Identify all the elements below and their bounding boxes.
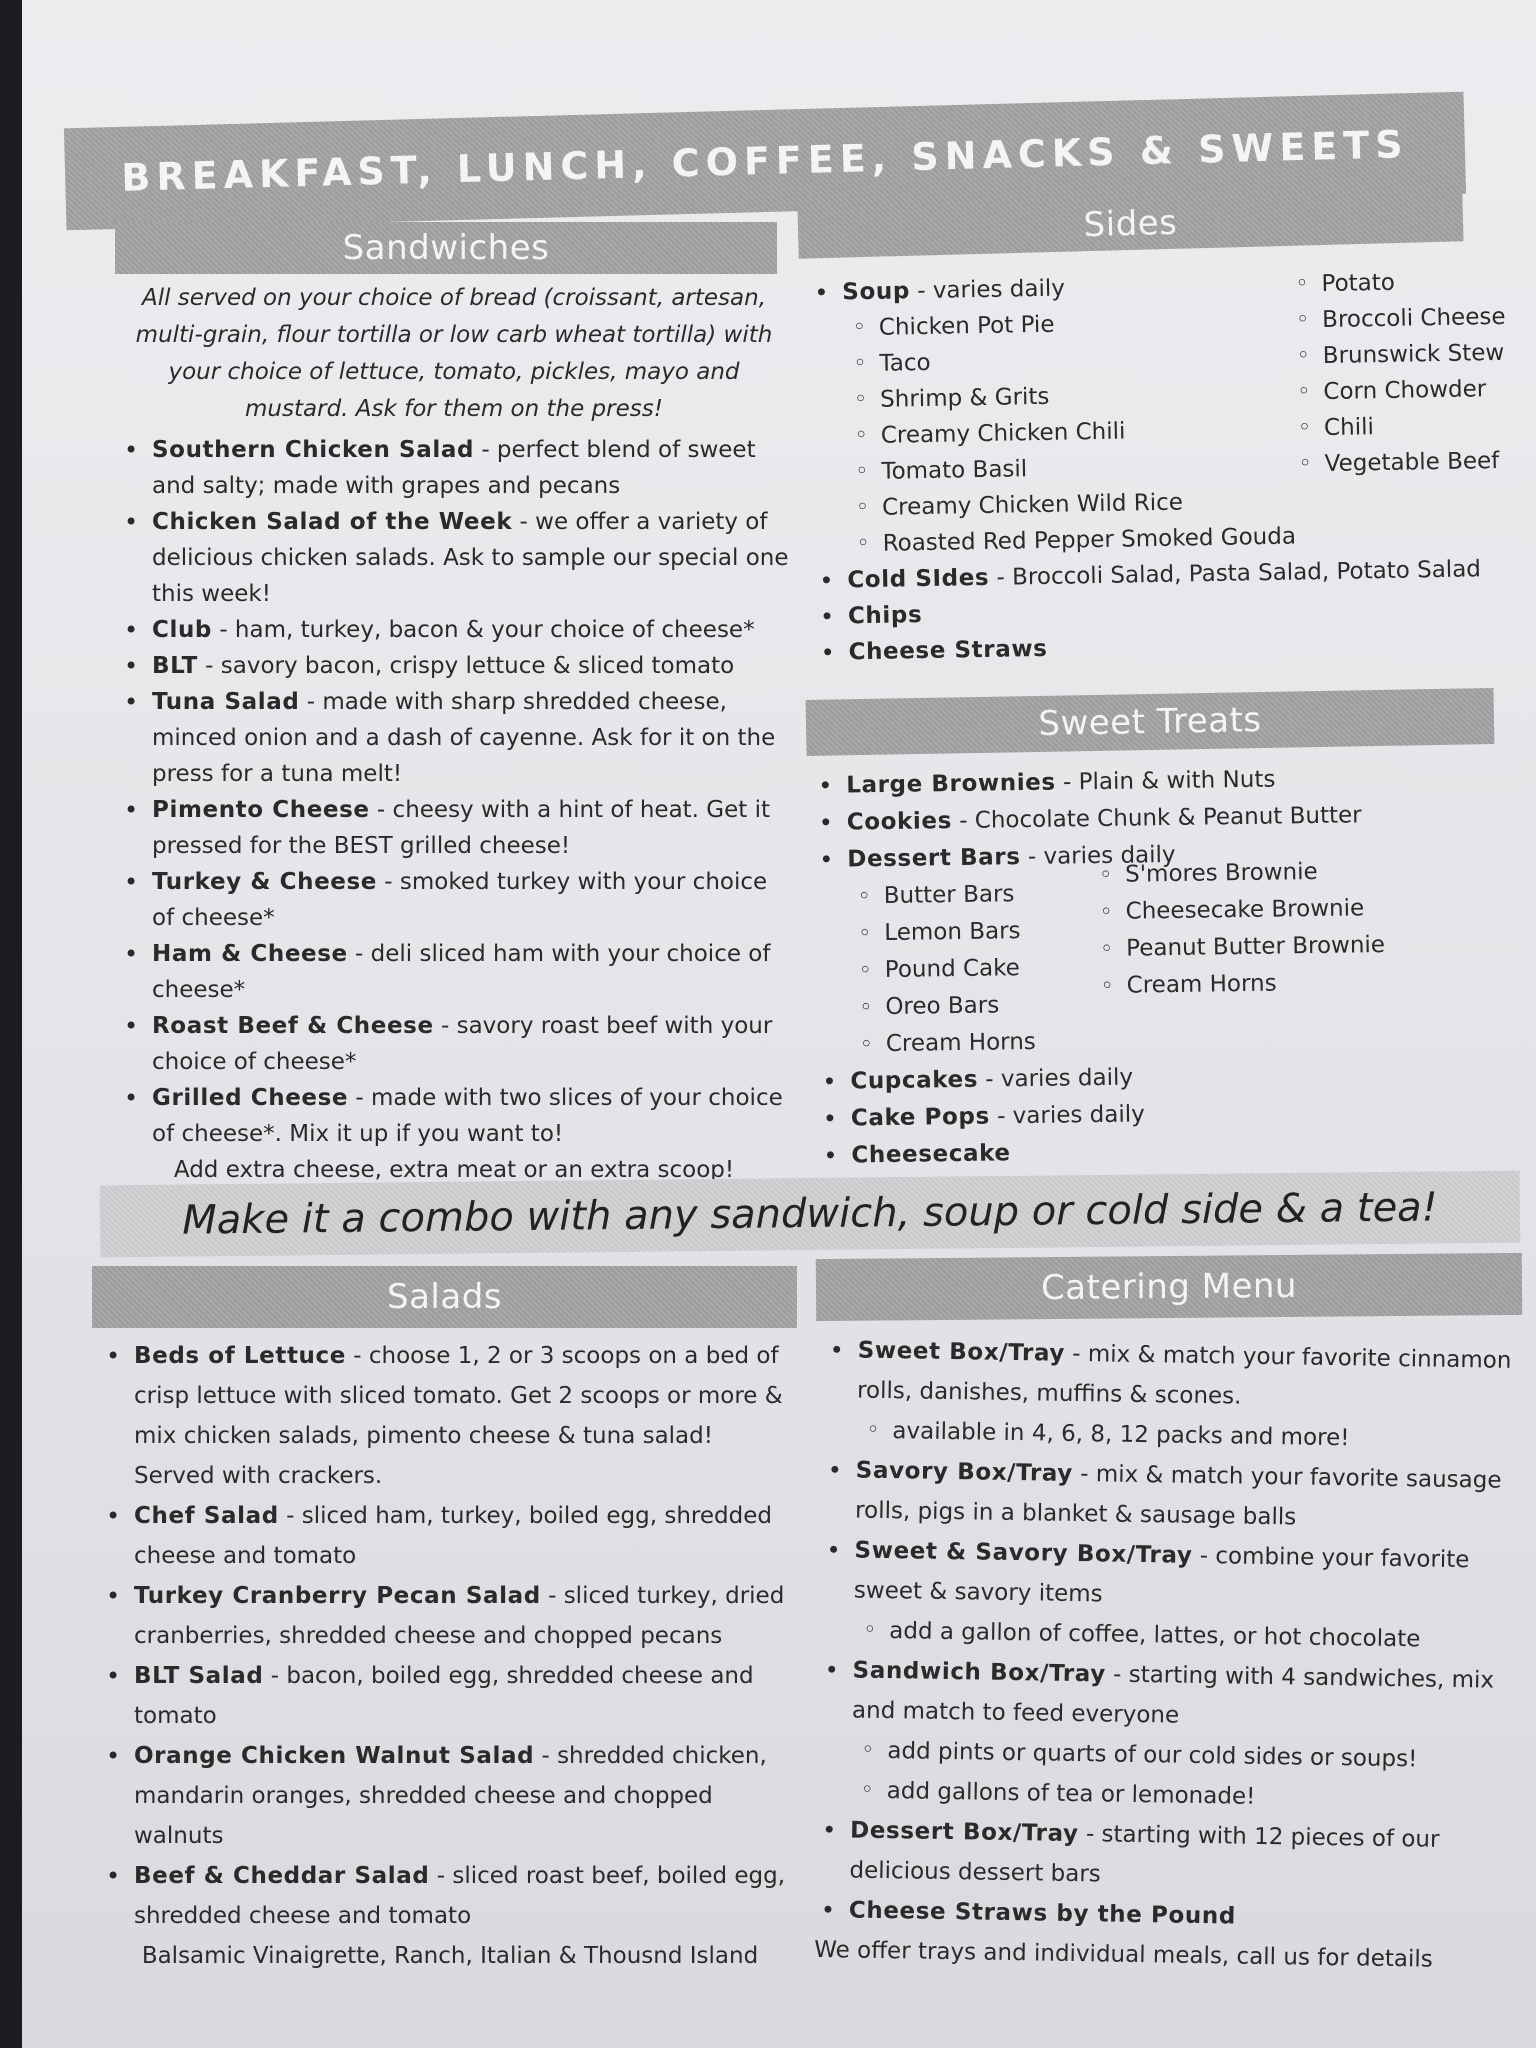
list-item: ◦ Potato [1291,263,1508,303]
list-item: ◦ Tomato Basil [811,447,1295,491]
sandwich-extras-note: Add extra cheese, extra meat or an extra scoop! [173,1157,735,1183]
list-item: • Grilled Cheese - made with two slices of your choice of cheese*. Mix it up if you want to! [118,1080,790,1152]
list-item: ◦ Corn Chowder [1293,371,1510,411]
combo-banner: Make it a combo with any sandwich, soup or cold side & a tea! [100,1171,1521,1258]
list-item: • Savory Box/Tray - mix & match your favorite sausage rolls, pigs in a blanket & sausage balls [821,1450,1522,1541]
sweets-list-more [816,1054,1507,1175]
list-item: • Cake Pops - varies daily [817,1091,1507,1138]
soup-list-right [1291,263,1513,555]
list-item: • Soup - varies daily [808,263,1509,311]
list-item: • Orange Chicken Walnut Salad - shredded chicken, mandarin oranges, shredded cheese and chopped walnuts [100,1736,800,1856]
sides-heading: Sides [797,189,1463,258]
list-item: • Cold SIdes - Broccoli Salad, Pasta Salad, Potato Salad [813,551,1514,599]
list-item: ◦ Creamy Chicken Wild Rice [812,483,1296,527]
list-item: • Dessert Bars - varies daily [813,832,1503,879]
sandwiches-intro: All served on your choice of bread (croissant, artesan, multi-grain, flour tortilla or low carb wheat tortilla) with your choice of lettuce, tomato, pickles, mayo and mustard. Ask for them on the press! [135,285,773,422]
list-item: ◦ Cream Horns [816,1023,1098,1064]
list-item: • Beds of Lettuce - choose 1, 2 or 3 scoops on a bed of crisp lettuce with sliced tomato. Get 2 scoops or more & mix chicken salads, pimento cheese & tuna salad! Served with crackers. [100,1336,800,1496]
sides-section [808,263,1515,671]
list-item: ◦ available in 4, 6, 8, 12 packs and more! [822,1410,1523,1461]
list-item: • Sweet Box/Tray - mix & match your favorite cinnamon rolls, danishes, muffins & scones. [823,1330,1524,1421]
list-item: ◦ Shrimp & Grits [810,375,1294,419]
list-item: • Cheesecake [817,1128,1507,1175]
list-item: ◦ add a gallon of coffee, lattes, or hot chocolate [819,1610,1520,1661]
catering-list [815,1330,1524,1941]
list-item: • Cookies - Chocolate Chunk & Peanut Butter [813,795,1503,842]
list-item: • Chef Salad - sliced ham, turkey, boiled egg, shredded cheese and tomato [100,1496,800,1576]
list-item: • Club - ham, turkey, bacon & your choice of cheese* [118,612,790,648]
list-item: ◦ Cream Horns [1096,962,1505,1005]
catering-section [814,1330,1524,1981]
salads-heading: Salads [92,1266,797,1328]
soup-list-left [809,303,1297,563]
menu-title: BREAKFAST, LUNCH, COFFEE, SNACKS & SWEETS [64,92,1466,231]
sandwich-list [118,432,790,1152]
list-item: • Cupcakes - varies daily [816,1054,1506,1101]
list-item: ◦ add pints or quarts of our cold sides or soups! [817,1730,1518,1781]
sweet-treats-heading: Sweet Treats [806,688,1495,756]
list-item: ◦ Vegetable Beef [1294,443,1511,483]
dressings-note: Balsamic Vinaigrette, Ranch, Italian & Thousnd Island [141,1943,759,1969]
bars-list-right [1095,851,1506,1060]
list-item: ◦ Chicken Pot Pie [809,303,1293,347]
list-item: • Ham & Cheese - deli sliced ham with your choice of cheese* [118,936,790,1008]
list-item: • Sandwich Box/Tray - starting with 4 sandwiches, mix and match to feed everyone [818,1650,1519,1741]
sandwiches-section [118,280,790,1188]
list-item: • Tuna Salad - made with sharp shredded cheese, minced onion and a dash of cayenne. Ask for it on the press for a tuna melt! [118,684,790,792]
catering-footer: We offer trays and individual meals, call us for details [814,1936,1433,1973]
sweet-treats-section [812,758,1508,1175]
list-item: • Beef & Cheddar Salad - sliced roast beef, boiled egg, shredded cheese and tomato [100,1856,800,1936]
list-item: • Large Brownies - Plain & with Nuts [812,758,1502,805]
bars-list-left [814,875,1098,1064]
list-item: ◦ S'mores Brownie [1095,851,1504,894]
list-item: • Dessert Box/Tray - starting with 12 pieces of our delicious dessert bars [815,1810,1516,1901]
list-item: ◦ Taco [809,339,1293,383]
list-item: ◦ Roasted Red Pepper Smoked Gouda [812,519,1296,563]
list-item: • Chips [814,587,1515,635]
list-item: ◦ Brunswick Stew [1292,335,1509,375]
salads-section [100,1336,800,1976]
list-item: • Turkey & Cheese - smoked turkey with your choice of cheese* [118,864,790,936]
salads-list [100,1336,800,1936]
catering-heading: Catering Menu [816,1253,1523,1321]
list-item: • Roast Beef & Cheese - savory roast beef with your choice of cheese* [118,1008,790,1080]
list-item: • BLT - savory bacon, crispy lettuce & sliced tomato [118,648,790,684]
list-item: ◦ Chili [1294,407,1511,447]
list-item: ◦ Oreo Bars [815,986,1097,1027]
list-item: • Turkey Cranberry Pecan Salad - sliced turkey, dried cranberries, shredded cheese and chopped pecans [100,1576,800,1656]
list-item: ◦ Butter Bars [814,875,1096,916]
sides-list-more [813,551,1515,671]
list-item: ◦ Pound Cake [815,949,1097,990]
list-item: • Southern Chicken Salad - perfect blend of sweet and salty; made with grapes and pecans [118,432,790,504]
list-item: ◦ add gallons of tea or lemonade! [816,1770,1517,1821]
dessert-bar-options [814,858,1507,1064]
list-item: • Sweet & Savory Box/Tray - combine your favorite sweet & savory items [820,1530,1521,1621]
sandwiches-heading: Sandwiches [115,222,777,274]
list-item: • BLT Salad - bacon, boiled egg, shredded cheese and tomato [100,1656,800,1736]
list-item: • Cheese Straws by the Pound [815,1890,1516,1941]
list-item: ◦ Peanut Butter Brownie [1096,925,1505,968]
list-item: • Chicken Salad of the Week - we offer a variety of delicious chicken salads. Ask to sample our special one this week! [118,504,790,612]
list-item: ◦ Creamy Chicken Chili [811,411,1295,455]
list-item: ◦ Broccoli Cheese [1292,299,1509,339]
list-item: • Cheese Straws [814,623,1515,671]
list-item: ◦ Cheesecake Brownie [1095,888,1504,931]
list-item: ◦ Lemon Bars [814,912,1096,953]
list-item: • Pimento Cheese - cheesy with a hint of heat. Get it pressed for the BEST grilled cheese! [118,792,790,864]
